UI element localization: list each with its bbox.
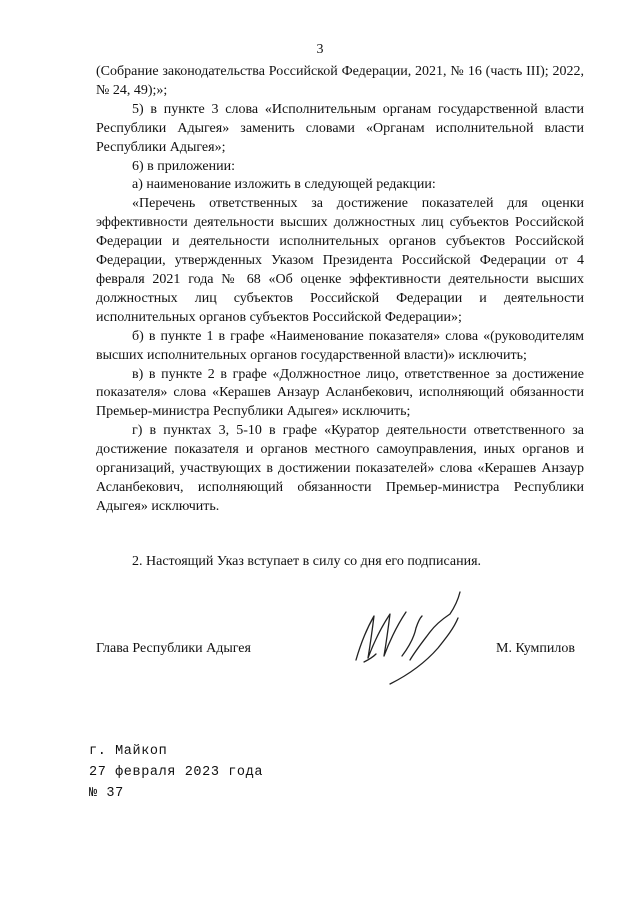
final-clause: 2. Настоящий Указ вступает в силу со дня его подписания. (132, 554, 482, 569)
paragraph-subitem-b: б) в пункте 1 в графе «Наименование показателя» слова «(руководителям высших исполнительных органов государственной власти)» исключить; (96, 328, 584, 363)
footer-date: 27 февраля 2023 года (89, 765, 264, 780)
footer-number: № 37 (89, 786, 124, 801)
paragraph-new-title: «Перечень ответственных за достижение показателей для оценки эффективности деятельности высших должностных лиц субъектов Российской Федерации и деятельности исполнительных органов субъектов Российской Федерации, утвержденных Указом Президента Российской Федерации от 4 февраля 2021 года № 68 «Об оценке эффективности деятельности высших должностных лиц субъектов Российской Федерации и деятельности исполнительных органов субъектов Российской Федерации»; (96, 196, 584, 325)
page-number: 3 (316, 42, 324, 57)
document-footer (89, 741, 263, 804)
paragraph-subitem-a: а) наименование изложить в следующей редакции: (132, 177, 436, 193)
paragraph-subitem-g: г) в пунктах 3, 5-10 в графе «Куратор деятельности ответственного за достижение показателя и органов местного самоуправления, иных органов и организаций, участвующих в достижении показателей» слова «Керашев Анзаур Асланбекович, исполняющий обязанности Премьер-министра Республики Адыгея» исключить. (96, 423, 584, 514)
footer-city: г. Майкоп (89, 744, 168, 759)
paragraph-item-5: 5) в пункте 3 слова «Исполнительным органам государственной власти Республики Адыгея» заменить словами «Органам исполнительной власти Республики Адыгея»; (96, 101, 584, 155)
paragraph-subitem-v: в) в пункте 2 в графе «Должностное лицо, ответственное за достижение показателя» слова «Керашев Анзаур Асланбекович, исполняющий обязанности Премьер-министра Республики Адыгея» исключить; (96, 366, 584, 420)
signatory-name: М. Кумпилов (496, 641, 575, 656)
paragraph-item-6: 6) в приложении: (132, 158, 235, 174)
handwritten-signature (350, 588, 470, 688)
paragraph-source-reference: (Собрание законодательства Российской Федерации, 2021, № 16 (часть III); 2022, № 24, 49);»; (96, 64, 584, 98)
document-body (96, 63, 584, 517)
signatory-title: Глава Республики Адыгея (96, 641, 251, 656)
